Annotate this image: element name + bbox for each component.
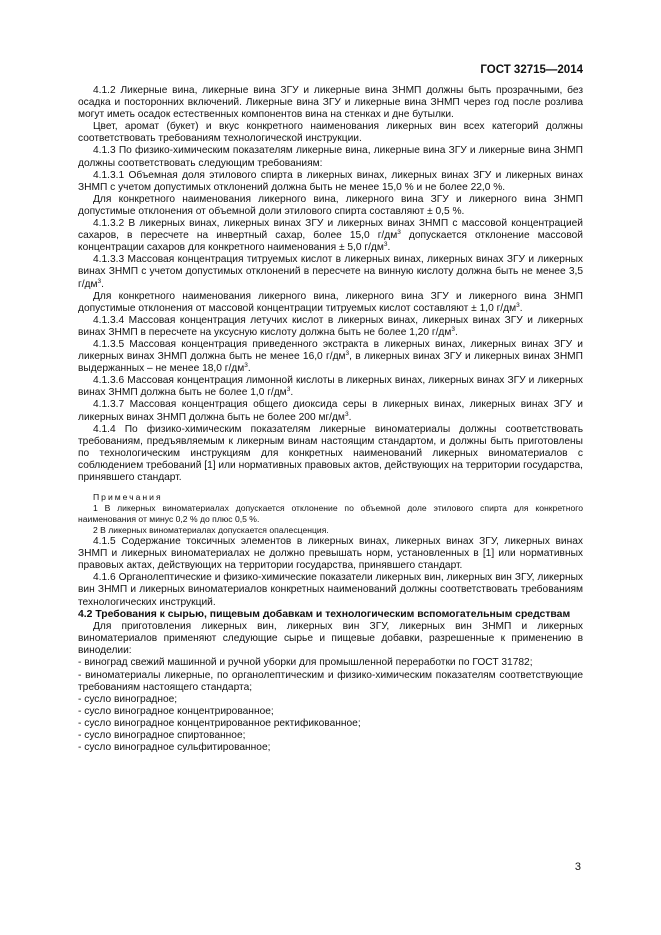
paragraph-color-aroma: Цвет, аромат (букет) и вкус конкретного наименования ликерных вин всех категорий должны соответствовать требованиям технологической инструкции. <box>78 121 583 145</box>
paragraph-4-1-3-7: 4.1.3.7 Массовая концентрация общего диоксида серы в ликерных винах, ликерных винах ЗГУ и ликерных винах ЗНМП должна быть не более 200 $мг/дм^3$. <box>78 399 583 423</box>
paragraph-raw-materials: Для приготовления ликерных вин, ликерных вин ЗГУ, ликерных вин ЗНМП и ликерных виноматериалов применяют следующие сырье и пищевые добавки, разрешенные к применению в виноделии: <box>78 621 583 657</box>
paragraph-acid-deviation: Для конкретного наименования ликерного вина, ликерного вина ЗГУ и ликерного вина ЗНМП допустимые отклонения от массовой концентрации титруемых кислот составляют ± 1,0 $г/дм^3$. <box>78 290 583 314</box>
page-number: 3 <box>574 861 581 873</box>
raw-materials-list <box>78 657 583 754</box>
paragraph-4-1-3-5: 4.1.3.5 Массовая концентрация приведенного экстракта в ликерных винах, ликерных винах ЗГУ и ликерных винах ЗНМП должна быть не менее 16,0 $г/дм^3$, в ликерных винах ЗГУ и ликерных винах ЗНМП выдержанных – не менее 18,0 $г/дм^3$. <box>78 338 583 375</box>
list-item: - сусло виноградное сульфитированное; <box>78 742 271 754</box>
paragraph-4-1-4: 4.1.4 По физико-химическим показателям ликерные виноматериалы должны соответствовать требованиям, предъявляемым к ликерным винам настоящим стандартом, и должны быть приготовлены по технологическим инструкциям для конкретных наименований ликерных виноматериалов с соблюдением требований [1] или нормативных правовых актов, действующих на территории государства, принявшего стандарт. <box>78 423 583 483</box>
notes-title: Примечания <box>93 492 163 503</box>
list-item: - сусло виноградное концентрированное; <box>78 705 274 717</box>
paragraph-4-1-3-4: 4.1.3.4 Массовая концентрация летучих кислот в ликерных винах, ликерных винах ЗГУ и ликерных винах ЗНМП в пересчете на уксусную кислоту должна быть не более 1,20 $г/дм^3$. <box>78 314 583 338</box>
paragraph-4-1-3-3: 4.1.3.3 Массовая концентрация титруемых кислот в ликерных винах, ликерных винах ЗГУ и ликерных винах ЗНМП с учетом допустимых отклонений в пересчете на винную кислоту должна быть не менее 3,5 $г/дм^3$. <box>78 254 583 290</box>
document-body <box>78 85 583 754</box>
note-2: 2 В ликерных виноматериалах допускается опалесценция. <box>93 525 329 536</box>
paragraph-alcohol-deviation: Для конкретного наименования ликерного вина, ликерного вина ЗГУ и ликерного вина ЗНМП допустимые отклонения от объемной доли этилового спирта составляют ± 0,5 %. <box>78 193 583 217</box>
section-heading-4-2: 4.2 Требования к сырью, пищевым добавкам и технологическим вспомогательным средствам <box>78 608 571 620</box>
paragraph-4-1-2: 4.1.2 Ликерные вина, ликерные вина ЗГУ и ликерные вина ЗНМП должны быть прозрачными, без осадка и посторонних включений. Ликерные вина ЗГУ и ликерные вина ЗНМП через год после розлива могут иметь осадок естественных компонентов вина на стенках и дне бутылки. <box>78 85 583 121</box>
list-item: - виноматериалы ликерные, по органолептическим и физико-химическим показателям соответствующие требованиям настоящего стандарта; <box>78 669 583 693</box>
standard-code-header: ГОСТ 32715—2014 <box>480 64 583 76</box>
paragraph-4-1-6: 4.1.6 Органолептические и физико-химические показатели ликерных вин, ликерных вин ЗГУ, ликерных вин ЗНМП и ликерных виноматериалов конкретных наименований должны соответствовать требованиям технологических инструкций. <box>78 572 583 608</box>
notes-block <box>78 492 583 536</box>
paragraph-4-1-5: 4.1.5 Содержание токсичных элементов в ликерных винах, ликерных винах ЗГУ, ликерных винах ЗНМП и ликерных виноматериалах не должно превышать норм, установленных в [1] или нормативных правовых актах, действующих на территории государства, принявшего стандарт. <box>78 536 583 572</box>
paragraph-4-1-3-6: 4.1.3.6 Массовая концентрация лимонной кислоты в ликерных винах, ликерных винах ЗГУ и ликерных винах ЗНМП должна быть не более 1,0 $г/дм^3$. <box>78 375 583 399</box>
list-item: - виноград свежий машинной и ручной уборки для промышленной переработки по ГОСТ 31782; <box>78 657 533 669</box>
note-1: 1 В ликерных виноматериалах допускается отклонение по объемной доле этилового спирта для конкретного наименования от минус 0,2 % до плюс 0,5 %. <box>78 503 583 525</box>
paragraph-4-1-3-1: 4.1.3.1 Объемная доля этилового спирта в ликерных винах, ликерных винах ЗГУ и ликерных винах ЗНМП с учетом допустимых отклонений должна быть не менее 15,0 % и не более 22,0 %. <box>78 169 583 193</box>
paragraph-4-1-3: 4.1.3 По физико-химическим показателям ликерные вина, ликерные вина ЗГУ и ликерные вина ЗНМП должны соответствовать следующим требованиям: <box>78 145 583 169</box>
list-item: - сусло виноградное спиртованное; <box>78 730 246 741</box>
list-item: - сусло виноградное концентрированное ректификованное; <box>78 717 361 729</box>
list-item: - сусло виноградное; <box>78 693 178 705</box>
paragraph-4-1-3-2: 4.1.3.2 В ликерных винах, ликерных винах ЗГУ и ликерных винах ЗНМП с массовой концентрацией сахаров, в пересчете на инвертный сахар, более 15,0 $г/дм^3$ допускается отклонение массовой концентрации сахаров для конкретного наименования ± 5,0 $г/дм^3$. <box>78 218 583 254</box>
